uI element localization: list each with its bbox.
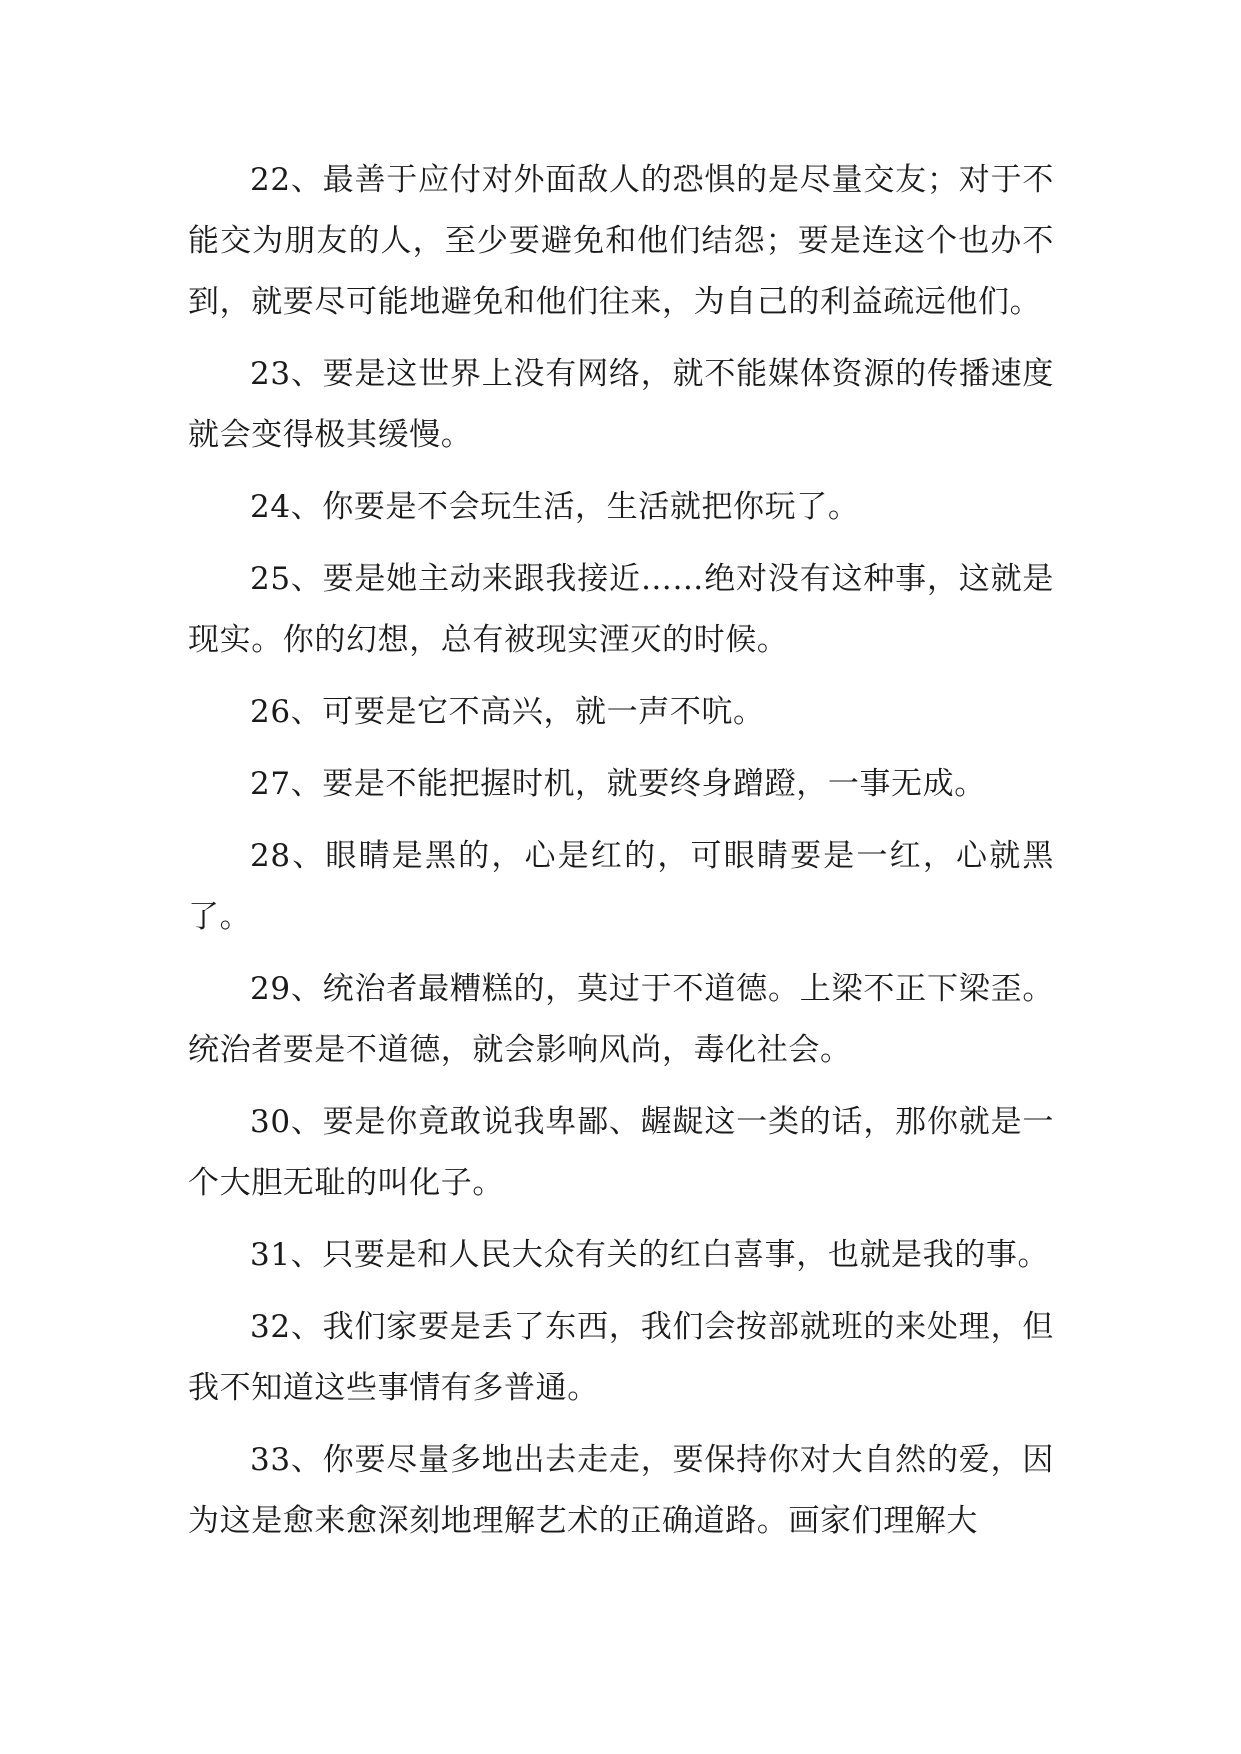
paragraph-32: 32、我们家要是丢了东西，我们会按部就班的来处理，但我不知道这些事情有多普通。: [188, 1309, 1054, 1406]
paragraph-22: 22、最善于应付对外面敌人的恐惧的是尽量交友；对于不能交为朋友的人，至少要避免和他们结怨；要是连这个也办不到，就要尽可能地避免和他们往来，为自己的利益疏远他们。: [188, 162, 1054, 320]
paragraph-33: 33、你要尽量多地出去走走，要保持你对大自然的爱，因为这是愈来愈深刻地理解艺术的正确道路。画家们理解大: [188, 1442, 1054, 1539]
paragraph-27: 27、要是不能把握时机，就要终身蹭蹬，一事无成。: [250, 766, 986, 802]
document-body: [188, 150, 1054, 1563]
paragraph-24: 24、你要是不会玩生活，生活就把你玩了。: [250, 489, 860, 525]
paragraph-30: 30、要是你竟敢说我卑鄙、龌龊这一类的话，那你就是一个大胆无耻的叫化子。: [188, 1104, 1054, 1201]
paragraph-25: 25、要是她主动来跟我接近……绝对没有这种事，这就是现实。你的幻想，总有被现实湮灭的时候。: [188, 561, 1054, 658]
paragraph-26: 26、可要是它不高兴，就一声不吭。: [250, 694, 765, 730]
paragraph-31: 31、只要是和人民大众有关的红白喜事，也就是我的事。: [250, 1237, 1050, 1273]
paragraph-28: 28、眼睛是黑的，心是红的，可眼睛要是一红，心就黑了。: [188, 838, 1054, 935]
paragraph-23: 23、要是这世界上没有网络，就不能媒体资源的传播速度就会变得极其缓慢。: [188, 356, 1054, 453]
paragraph-29: 29、统治者最糟糕的，莫过于不道德。上梁不正下梁歪。统治者要是不道德，就会影响风尚，毒化社会。: [188, 971, 1054, 1068]
